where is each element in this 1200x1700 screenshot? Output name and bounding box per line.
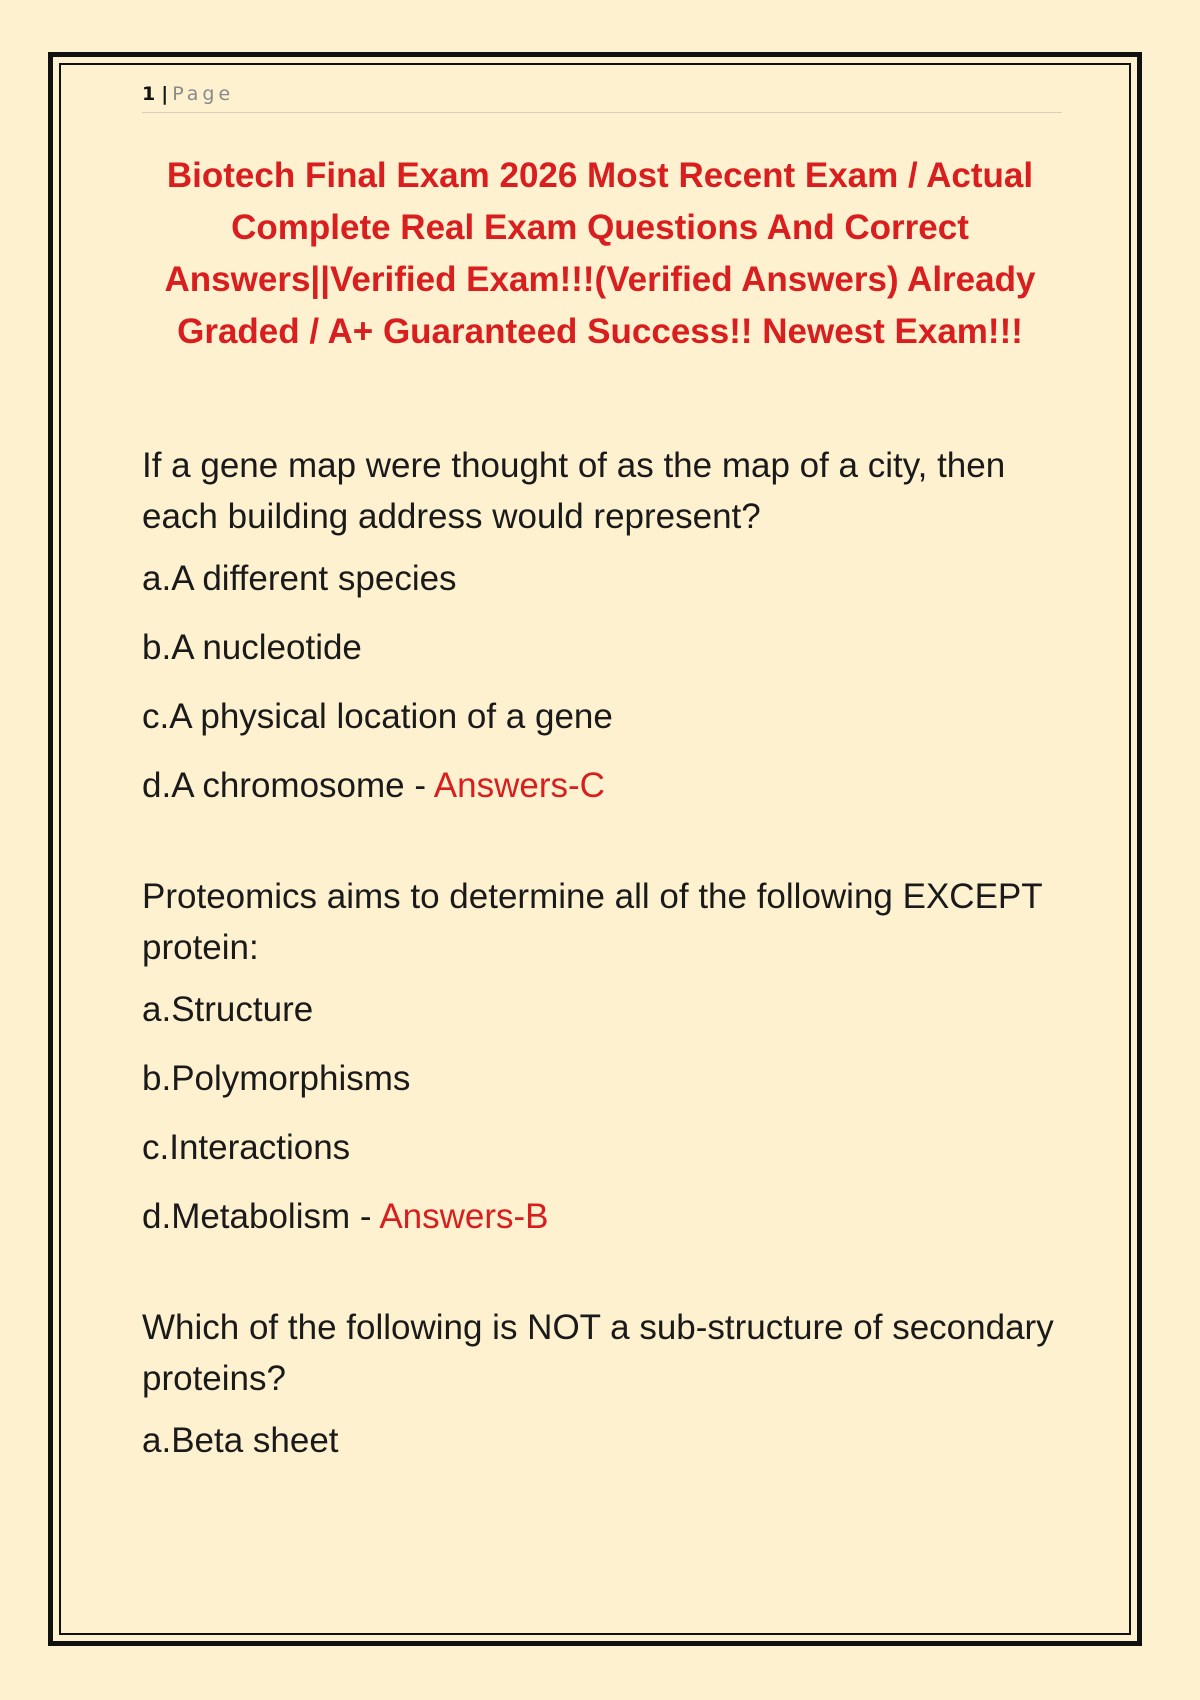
option-a: a.Structure [142,990,314,1029]
option-a: a.A different species [142,559,457,598]
answer-key: Answers-B [379,1197,549,1236]
page-header [142,80,1062,113]
question-3 [142,1302,1072,1463]
question-2 [142,871,1072,1239]
option-d [142,764,1072,808]
answer-key: Answers-C [433,766,605,805]
option-d-text: d.Metabolism - [142,1197,380,1236]
option-c: c.Interactions [142,1128,351,1167]
option-b: b.Polymorphisms [142,1059,411,1098]
option-d [142,1195,1072,1239]
page-number: 1 [142,83,156,105]
option-d-text: d.A chromosome - [142,766,434,805]
option-c: c.A physical location of a gene [142,697,613,736]
question-text: Which of the following is NOT a sub-structure of secondary proteins? [142,1308,1054,1398]
page-separator: | [161,83,169,105]
question-text: If a gene map were thought of as the map of a city, then each building address would represent? [142,446,1006,536]
document-title: Biotech Final Exam 2026 Most Recent Exam / Actual Complete Real Exam Questions And Correct Answers||Verified Exam!!!(Verified Answers) Already Graded / A+ Guaranteed Success!! Newest Exam!!! [164,156,1036,351]
question-list [142,440,1072,1526]
question-text: Proteomics aims to determine all of the following EXCEPT protein: [142,877,1043,967]
option-a: a.Beta sheet [142,1421,339,1460]
option-b: b.A nucleotide [142,628,362,667]
question-1 [142,440,1072,808]
page-word: Page [172,83,235,105]
